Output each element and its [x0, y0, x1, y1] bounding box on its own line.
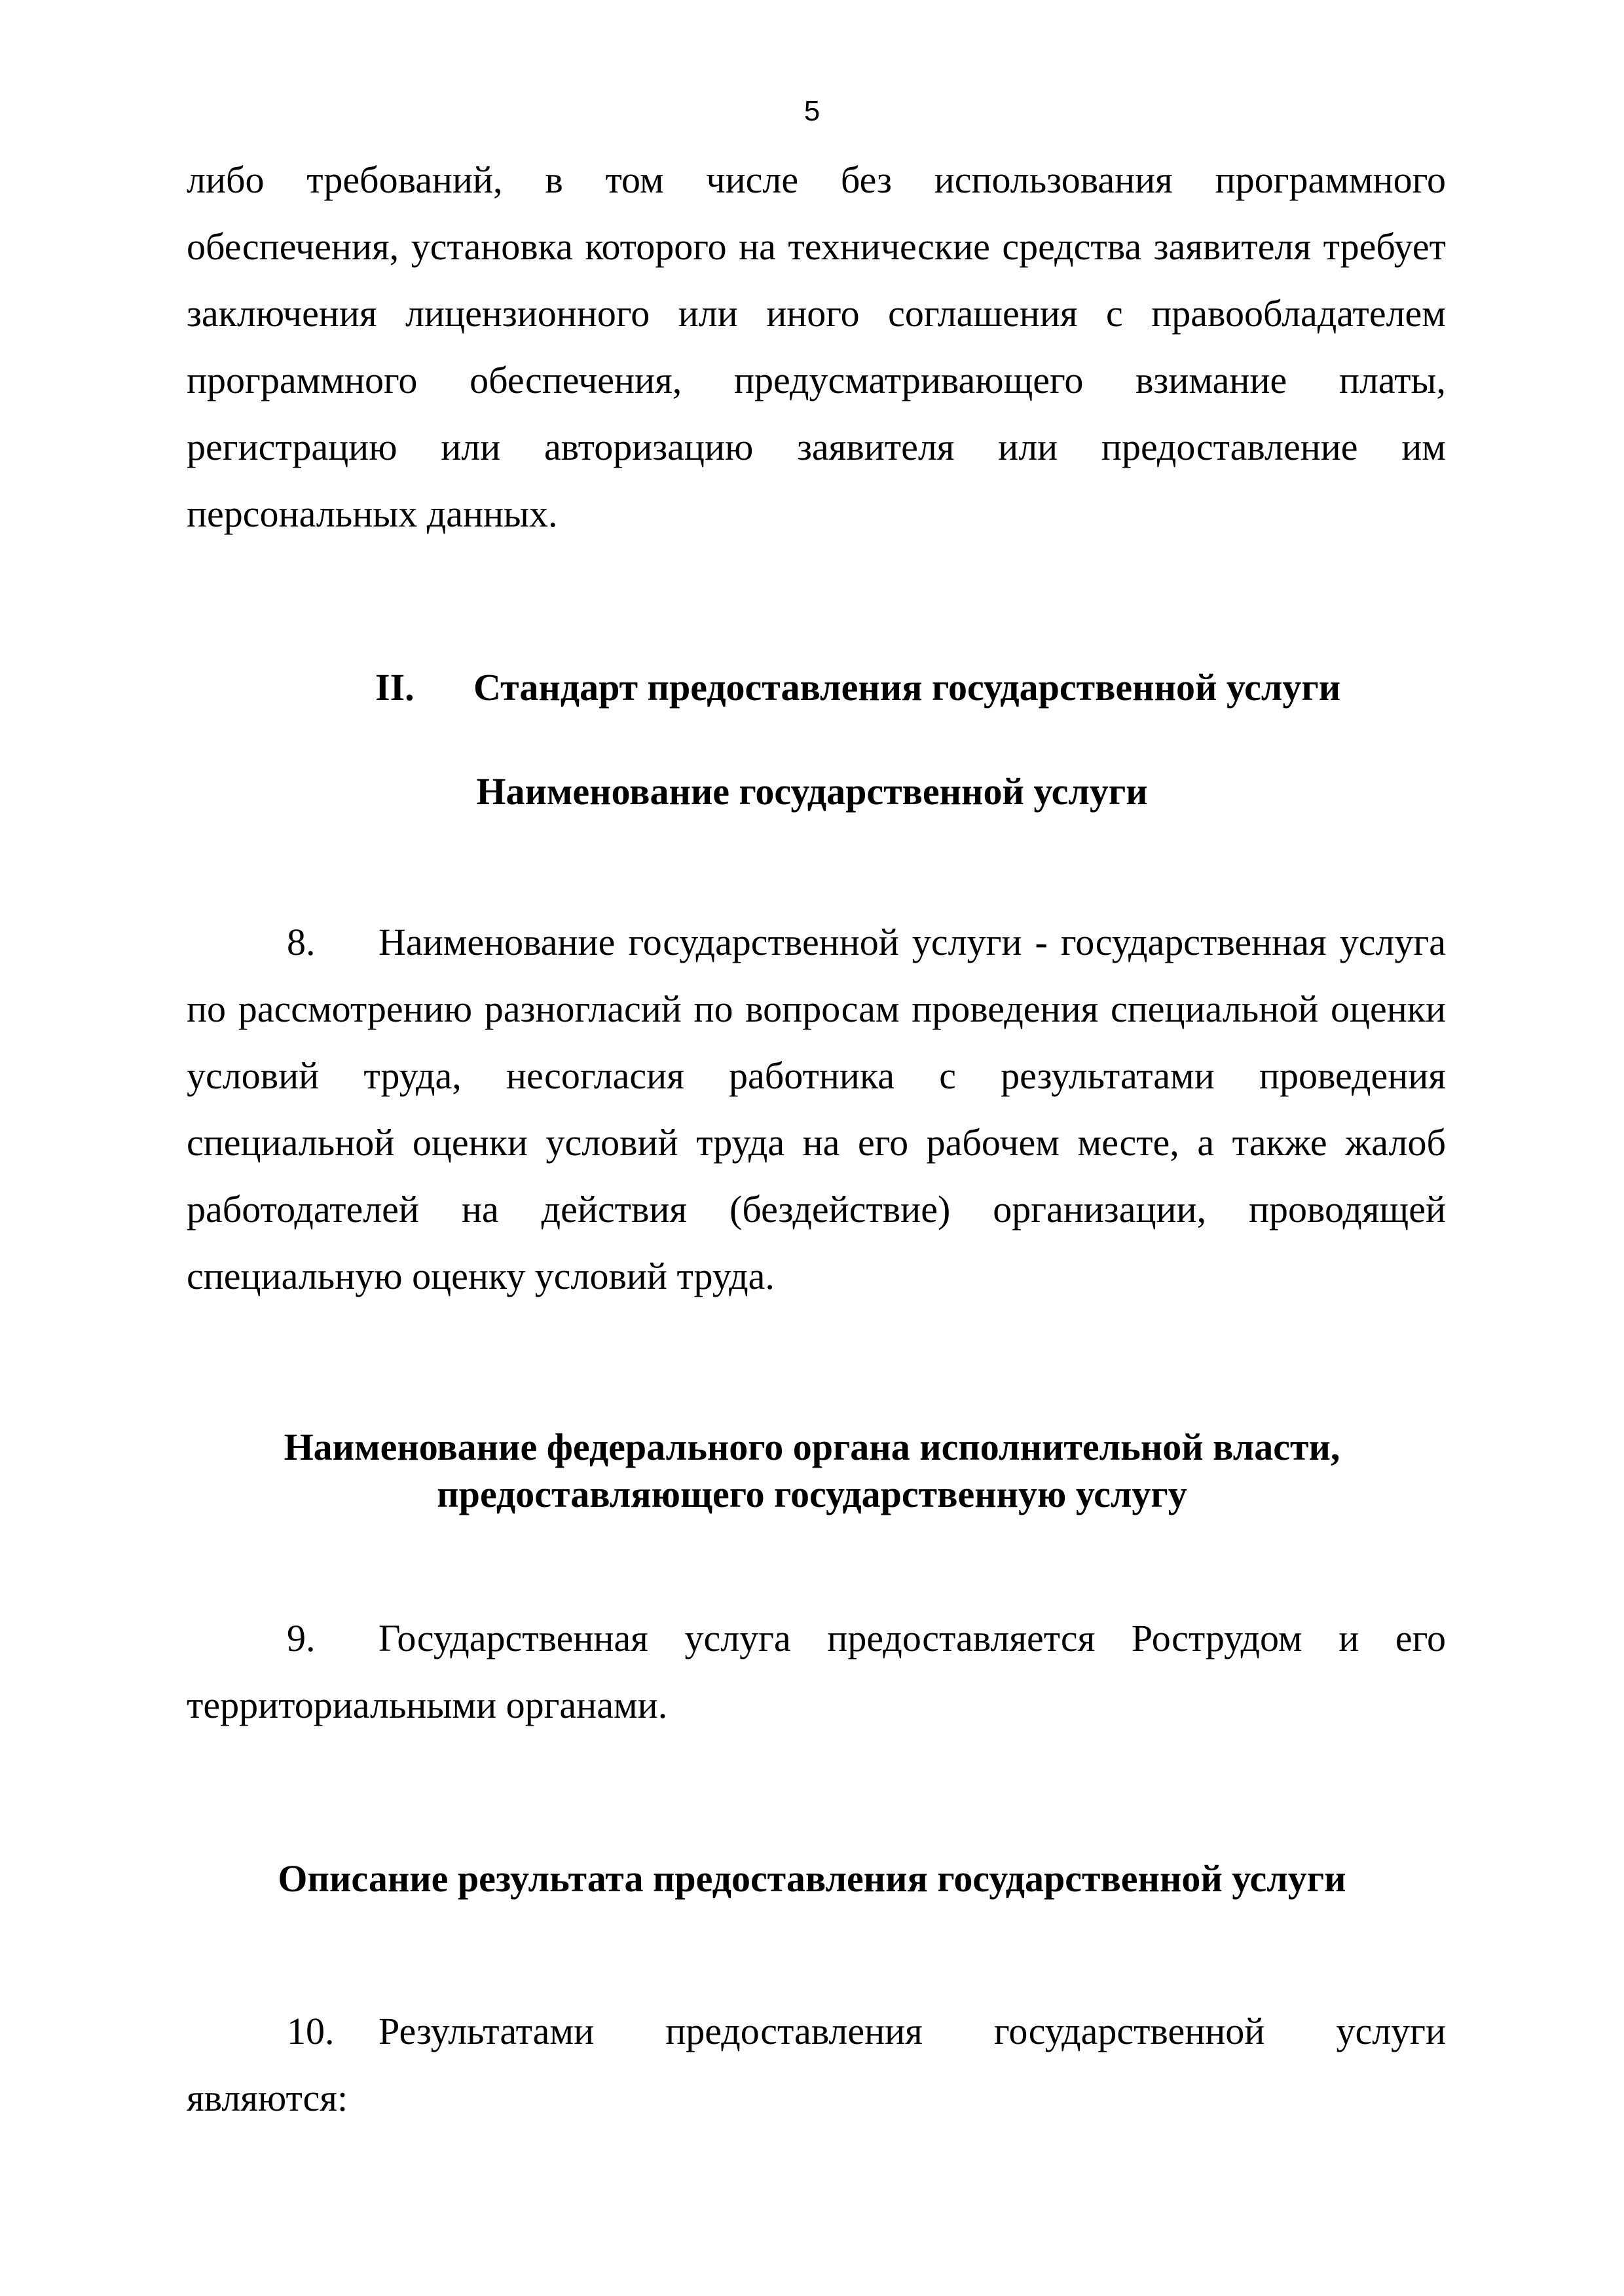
section-number: II. — [375, 666, 415, 709]
paragraph-line: территориальными органами. — [187, 1684, 668, 1726]
paragraph-line: регистрацию или авторизацию заявителя или предоставление им — [187, 426, 1446, 468]
section-heading — [375, 664, 1340, 711]
intro-paragraph — [187, 147, 1446, 547]
section-title: Стандарт предоставления государственной услуги — [473, 666, 1341, 709]
heading-result: Описание результата предоставления государственной услуги — [278, 1857, 1346, 1900]
paragraph-line: условий труда, несогласия работника с результатами проведения — [187, 1054, 1446, 1097]
item-9 — [187, 1605, 1446, 1739]
paragraph-line: специальной оценки условий труда на его рабочем месте, а также жалоб — [187, 1121, 1446, 1164]
paragraph-line: заключения лицензионного или иного соглашения с правообладателем — [187, 292, 1446, 335]
paragraph-line: программного обеспечения, предусматривающего взимание платы, — [187, 359, 1446, 401]
paragraph-line: работодателей на действия (бездействие) организации, проводящей — [187, 1188, 1446, 1231]
paragraph-line: по рассмотрению разногласий по вопросам проведения специальной оценки — [187, 988, 1446, 1030]
paragraph-line: являются: — [187, 2077, 348, 2119]
item-10 — [187, 1998, 1446, 2132]
heading-agency: Наименование федерального органа исполнительной власти, предоставляющего государственную услугу — [284, 1426, 1340, 1515]
paragraph-line: специальную оценку условий труда. — [187, 1255, 775, 1297]
heading-service-name: Наименование государственной услуги — [476, 770, 1148, 813]
page-number: 5 — [803, 95, 821, 127]
paragraph-line: либо требований, в том числе без использования программного — [187, 158, 1446, 201]
paragraph-line: персональных данных. — [187, 492, 558, 535]
paragraph-line: 9. Государственная услуга предоставляется Рострудом и его — [187, 1605, 1446, 1672]
paragraph-line: обеспечения, установка которого на технические средства заявителя требует — [187, 225, 1446, 268]
item-8 — [187, 909, 1446, 1310]
item-number: 10. — [287, 2010, 335, 2052]
item-number: 9. — [287, 1617, 316, 1659]
paragraph-line: 10. Результатами предоставления государственной услуги — [187, 1998, 1446, 2065]
paragraph-line: 8. Наименование государственной услуги - государственная услуга — [187, 909, 1446, 976]
item-number: 8. — [287, 921, 316, 963]
